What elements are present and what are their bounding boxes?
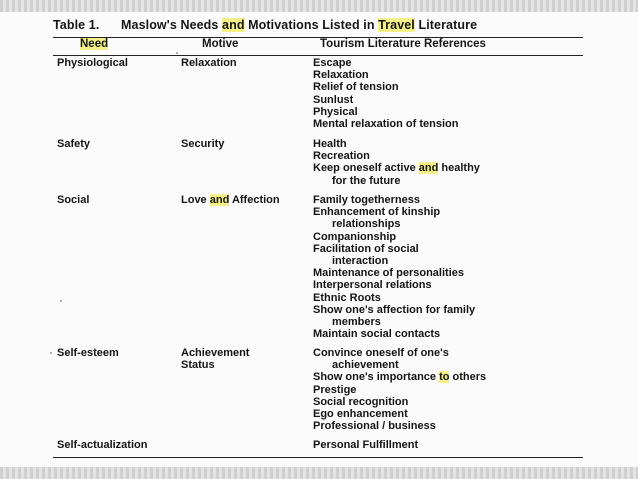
table-top-rule: [53, 37, 583, 38]
refs-self-esteem: [313, 347, 486, 432]
reference-item: Social recognition: [313, 395, 409, 408]
reference-item: Ego enhancement: [313, 408, 408, 421]
title-part-highlight: and: [222, 18, 245, 32]
reference-item: Physical: [313, 105, 358, 118]
reference-item: Sunlust: [313, 93, 354, 106]
reference-item: Personal Fulfillment: [313, 439, 419, 451]
reference-item: Facilitation of social: [313, 242, 419, 255]
reference-item-continued: relationships: [332, 218, 401, 231]
reference-item: Relaxation: [313, 69, 369, 82]
title-part: Motivations Listed in: [244, 18, 379, 32]
reference-item: Convince oneself of one's: [313, 347, 449, 359]
reference-item: Maintain social contacts: [313, 328, 441, 341]
reference-item: Prestige: [313, 383, 357, 396]
refs-safety: [313, 138, 480, 187]
slide-bottom-border: [0, 467, 638, 479]
title-part: Maslow's Needs: [121, 18, 223, 32]
reference-item-continued: achievement: [332, 359, 399, 372]
highlighted-word: and: [209, 194, 230, 206]
column-header-need: Need: [80, 38, 109, 50]
motive-security: Security: [181, 138, 225, 150]
scan-speck: [176, 52, 178, 54]
reference-item-continued: interaction: [332, 255, 389, 268]
refs-self-actualization: [313, 439, 418, 451]
reference-item: Family togetherness: [313, 194, 420, 206]
need-self-actualization: Self-actualization: [57, 439, 148, 451]
reference-item: Maintenance of personalities: [313, 267, 464, 280]
need-physiological: Physiological: [57, 57, 128, 69]
table-bottom-rule: [53, 457, 583, 458]
title-part: Literature: [414, 18, 478, 32]
slide-top-border: [0, 0, 638, 12]
refs-physiological: [313, 57, 458, 130]
refs-social: [313, 194, 475, 340]
table-label: Table 1.: [53, 18, 100, 32]
highlighted-word: and: [418, 162, 439, 175]
need-safety: Safety: [57, 138, 91, 150]
reference-item: Escape: [313, 57, 352, 69]
need-self-esteem: Self-esteem: [57, 347, 119, 359]
reference-item: Ethnic Roots: [313, 291, 381, 304]
reference-item: Mental relaxation of tension: [313, 118, 459, 131]
header-rule: [53, 55, 583, 56]
reference-item: Professional / business: [313, 420, 436, 433]
reference-item: Recreation: [313, 150, 370, 163]
title-part-highlight: Travel: [378, 18, 415, 32]
table-title: [53, 18, 477, 32]
motive-text: Love and Affection: [181, 194, 280, 206]
scan-speck: [60, 300, 62, 302]
reference-segment: Keep oneself active and healthy: [313, 162, 480, 175]
reference-item: Companionship: [313, 230, 397, 243]
need-social: Social: [57, 194, 90, 206]
motive-achievement: Achievement: [181, 347, 250, 359]
reference-item: Enhancement of kinship: [313, 206, 441, 219]
motive-love-and-affection: [181, 194, 280, 206]
reference-item-continued: members: [332, 316, 381, 329]
reference-item: Health: [313, 138, 347, 150]
reference-item: Relief of tension: [313, 81, 399, 94]
scan-speck: [50, 352, 52, 354]
motive-relaxation: Relaxation: [181, 57, 237, 69]
column-header-motive: Motive: [202, 38, 239, 50]
scanned-page: [0, 12, 638, 467]
column-header-references: Tourism Literature References: [320, 38, 486, 50]
reference-item: Interpersonal relations: [313, 279, 432, 292]
reference-item: Show one's affection for family: [313, 303, 476, 316]
reference-item: [313, 162, 480, 174]
highlighted-word: to: [439, 371, 450, 384]
reference-item-continued: for the future: [332, 174, 401, 187]
reference-segment: Show one's importance to others: [313, 371, 487, 384]
motive-status: Status: [181, 359, 215, 371]
reference-item: [313, 371, 486, 383]
